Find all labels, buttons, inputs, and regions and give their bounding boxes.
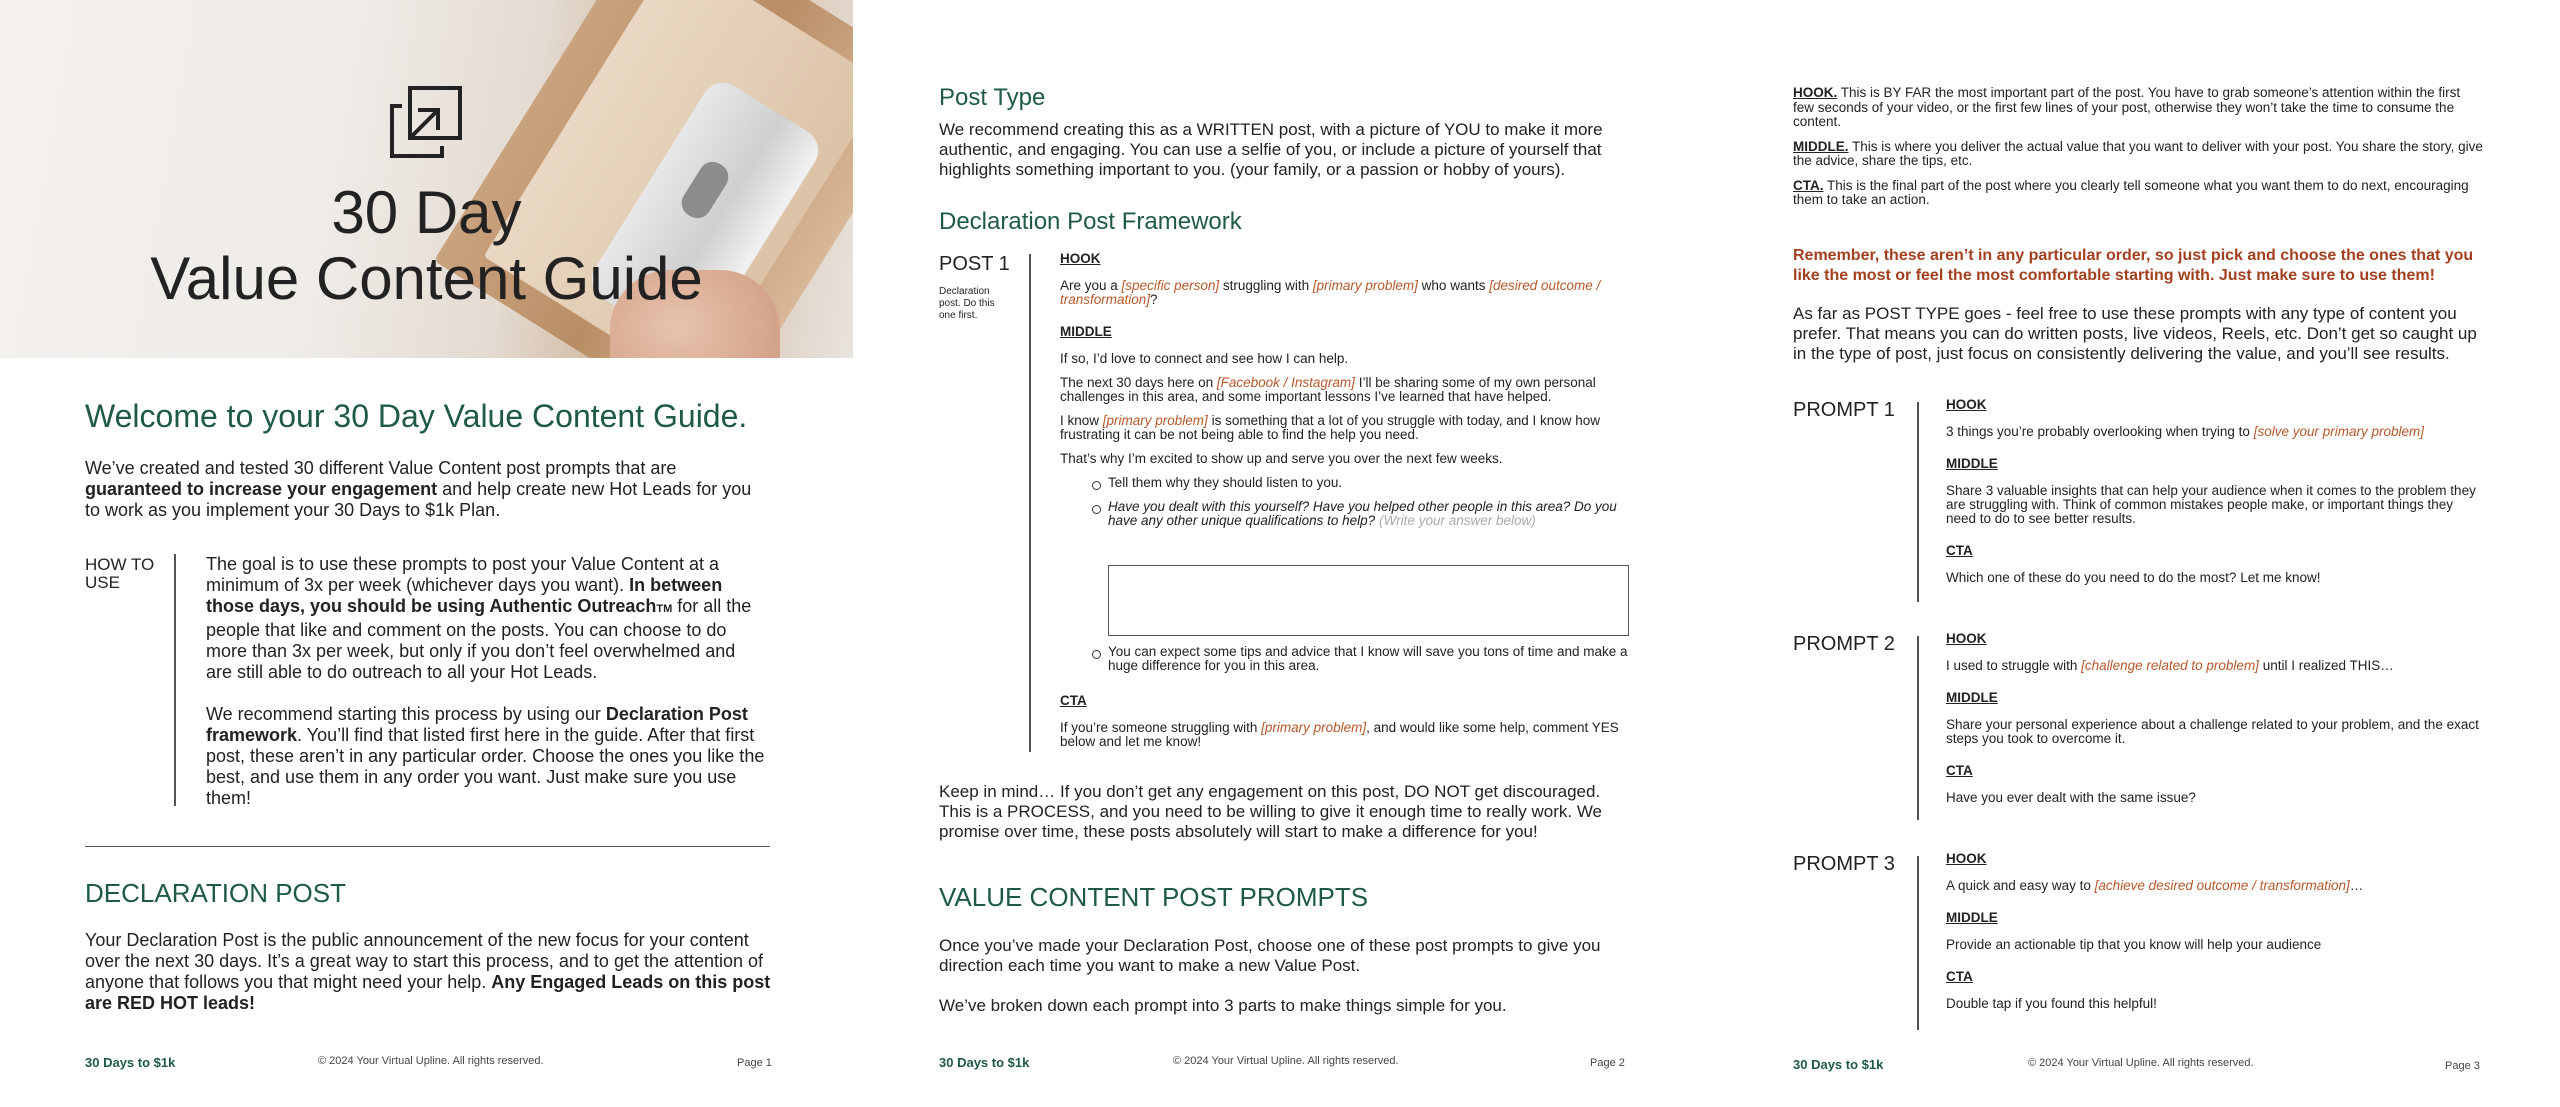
- value-prompts-heading: VALUE CONTENT POST PROMPTS: [939, 882, 1369, 912]
- prompt-1-label: PROMPT 1: [1793, 399, 1895, 421]
- cta-text: If you’re someone struggling with [primary problem], and would like some help, comment YES below and let me know!: [1060, 720, 1619, 749]
- welcome-heading: Welcome to your 30 Day Value Content Guide.: [85, 398, 748, 434]
- cta-label: CTA: [1060, 693, 1087, 708]
- cta-definition: CTA. This is the final part of the post where you clearly tell someone what you want them to do next, encouraging them to take an action.: [1793, 177, 2469, 207]
- prompt-2-content: [1946, 632, 2486, 805]
- post-type-note: As far as POST TYPE goes - feel free to use these prompts with any type of content you prefer. That means you can do written posts, live videos, Reels, etc. Don’t get so caught up in the type of post, just focus on consistently delivering the value, and you’ll see results.: [1793, 304, 2477, 363]
- footer-copyright: © 2024 Your Virtual Upline. All rights reserved.: [1173, 1055, 1399, 1067]
- cta-label: CTA: [1946, 763, 1973, 778]
- hook-label: HOOK: [1946, 851, 1987, 866]
- prompt-3-label: PROMPT 3: [1793, 853, 1895, 875]
- bullet-item: Have you dealt with this yourself? Have you helped other people in this area? Do you have any other unique qualifications to help? (Write your answer below): [1090, 500, 1630, 528]
- bullet-item: You can expect some tips and advice that I know will save you tons of time and make a huge difference for you in this area.: [1090, 645, 1630, 673]
- external-link-icon: [388, 84, 464, 160]
- footer-page-number: Page 2: [1590, 1057, 1625, 1069]
- prompt-cta-text: Which one of these do you need to do the most? Let me know!: [1946, 570, 2321, 585]
- prompt-middle-text: Share 3 valuable insights that can help your audience when it comes to the problem they are struggling with. Think of common mistakes people make, or important things they need to do to see better results.: [1946, 483, 2476, 526]
- prompt-3-divider: [1917, 856, 1919, 1030]
- prompt-1-content: [1946, 398, 2486, 585]
- middle-label: MIDDLE: [1946, 690, 1998, 705]
- declaration-heading: DECLARATION POST: [85, 878, 347, 908]
- footer-brand: 30 Days to $1k: [1793, 1057, 1884, 1072]
- middle-bullets: [1060, 476, 1630, 528]
- prompt-2-divider: [1917, 636, 1919, 820]
- framework-heading: Declaration Post Framework: [939, 208, 1242, 235]
- howto-divider: [174, 554, 176, 806]
- hero-title: 30 Day Value Content Guide: [150, 179, 703, 312]
- post-type-heading: Post Type: [939, 84, 1046, 111]
- middle-text-2: The next 30 days here on [Facebook / Instagram] I’ll be sharing some of my own personal challenges in this area, and some important lessons I’ve learned that have helped.: [1060, 375, 1596, 404]
- footer-page-number: Page 1: [737, 1057, 772, 1069]
- section-divider: [85, 846, 770, 847]
- prompt-middle-text: Provide an actionable tip that you know will help your audience: [1946, 937, 2322, 952]
- page-2: [853, 0, 1706, 1107]
- hook-label: HOOK: [1060, 251, 1101, 266]
- prompt-1-divider: [1917, 402, 1919, 602]
- prompt-hook-text: I used to struggle with [challenge related to problem] until I realized THIS…: [1946, 658, 2394, 673]
- middle-text-4: That’s why I’m excited to show up and serve you over the next few weeks.: [1060, 451, 1503, 466]
- prompt-hook-text: 3 things you’re probably overlooking when trying to [solve your primary problem]: [1946, 424, 2424, 439]
- hook-definition: HOOK. This is BY FAR the most important part of the post. You have to grab someone’s attention within the first few seconds of your video, or the first few lines of your post, otherwise they won’t take the time to consume the content.: [1793, 85, 2461, 129]
- footer-copyright: © 2024 Your Virtual Upline. All rights reserved.: [2028, 1057, 2254, 1069]
- middle-bullets-2: [1090, 645, 1630, 673]
- page-3: [1707, 0, 2560, 1107]
- post-type-paragraph: We recommend creating this as a WRITTEN post, with a picture of YOU to make it more authentic, and engaging. You can use a selfie of you, or include a picture of yourself that highlights something important to you. (your family, or a passion or hobby of yours).: [939, 120, 1603, 179]
- value-prompts-paragraph-2: We’ve broken down each prompt into 3 parts to make things simple for you.: [939, 996, 1507, 1015]
- middle-label: MIDDLE: [1060, 324, 1112, 339]
- prompt-cta-text: Double tap if you found this helpful!: [1946, 996, 2157, 1011]
- prompt-middle-text: Share your personal experience about a challenge related to your problem, and the exact steps you took to overcome it.: [1946, 717, 2479, 746]
- intro-paragraph: We’ve created and tested 30 different Value Content post prompts that are guaranteed to increase your engagement and help create new Hot Leads for you to work as you implement your 30 Days to $1k Plan.: [85, 458, 752, 520]
- value-prompts-paragraph-1: Once you’ve made your Declaration Post, choose one of these post prompts to give you direction each time you want to make a new Value Post.: [939, 936, 1601, 975]
- middle-text-3: I know [primary problem] is something that a lot of you struggle with today, and I know how frustrating it can be not being able to find the help you need.: [1060, 413, 1601, 442]
- howto-paragraph-1: The goal is to use these prompts to post your Value Content at a minimum of 3x per week (whichever days you want). In between those days, you should be using Authentic OutreachTM for all the people that like and comment on the posts. You can choose to do more than 3x per week, but only if you don’t feel overwhelmed and are still able to do outreach to all your Hot Leads.: [206, 554, 752, 682]
- hook-label: HOOK: [1946, 631, 1987, 646]
- post1-note: Declaration post. Do this one first.: [939, 286, 995, 321]
- hook-label: HOOK: [1946, 397, 1987, 412]
- middle-definition: MIDDLE. This is where you deliver the actual value that you want to deliver with your post. You share the story, give the advice, share the tips, etc.: [1793, 138, 2483, 168]
- howto-label: HOW TO USE: [85, 555, 155, 592]
- page-1: [0, 0, 853, 1107]
- post1-content: [1060, 252, 1630, 528]
- prompt-hook-text: A quick and easy way to [achieve desired outcome / transformation]…: [1946, 878, 2364, 893]
- declaration-paragraph: Your Declaration Post is the public announcement of the new focus for your content over the next 30 days. It’s a great way to start this process, and to get the attention of anyone that follows you that might need your help. Any Engaged Leads on this post are RED HOT leads!: [85, 930, 771, 1013]
- footer-copyright: © 2024 Your Virtual Upline. All rights reserved.: [318, 1055, 544, 1067]
- remember-note: Remember, these aren’t in any particular order, so just pick and choose the ones that you like the most or feel the most comfortable starting with. Just make sure to use them!: [1793, 247, 2474, 284]
- answer-input-box[interactable]: [1108, 565, 1629, 636]
- middle-label: MIDDLE: [1946, 456, 1998, 471]
- howto-paragraph-2: We recommend starting this process by using our Declaration Post framework. You’ll find that listed first here in the guide. After that first post, these aren’t in any particular order. Choose the ones you like the best, and use them in any order you want. Just make sure you use them!: [206, 704, 765, 808]
- keep-in-mind-paragraph: Keep in mind… If you don’t get any engagement on this post, DO NOT get discouraged. This is a PROCESS, and you need to be willing to give it enough time to really work. We promise over time, these posts absolutely will start to make a difference for you!: [939, 782, 1603, 841]
- cta-label: CTA: [1946, 543, 1973, 558]
- post1-label: POST 1: [939, 253, 1010, 275]
- cta-label: CTA: [1946, 969, 1973, 984]
- footer-page-number: Page 3: [2445, 1060, 2480, 1072]
- post1-divider: [1029, 254, 1031, 752]
- middle-text-1: If so, I’d love to connect and see how I can help.: [1060, 351, 1349, 366]
- hook-text: Are you a [specific person] struggling with [primary problem] who wants [desired outcome / transformation]?: [1060, 278, 1601, 307]
- prompt-2-label: PROMPT 2: [1793, 633, 1895, 655]
- footer-brand: 30 Days to $1k: [85, 1055, 176, 1070]
- prompt-cta-text: Have you ever dealt with the same issue?: [1946, 790, 2196, 805]
- prompt-3-content: [1946, 852, 2486, 1011]
- footer-brand: 30 Days to $1k: [939, 1055, 1030, 1070]
- middle-label: MIDDLE: [1946, 910, 1998, 925]
- bullet-item: Tell them why they should listen to you.: [1090, 476, 1630, 490]
